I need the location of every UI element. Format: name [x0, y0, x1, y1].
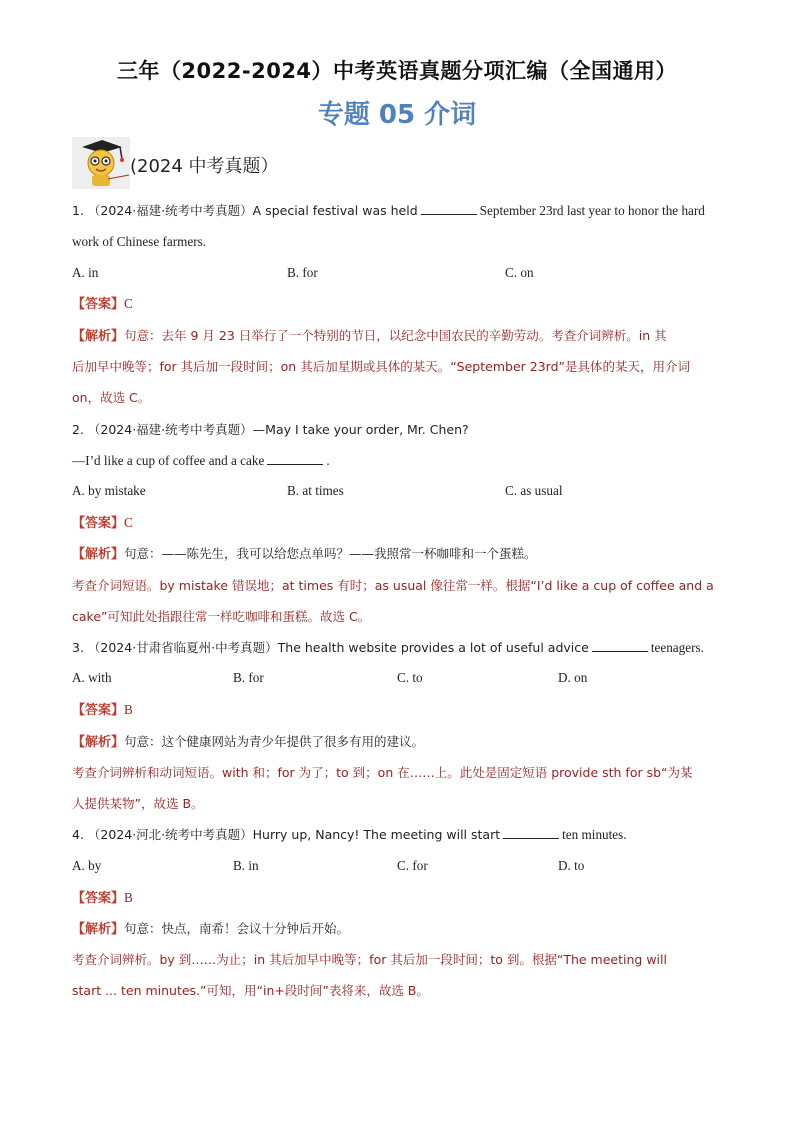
q2-option-a: A. by mistake: [72, 483, 146, 498]
q4-analysis-line-2: 考查介词辨析。by 到……为止；in 其后加早中晚等；for 其后加一段时间；to 到。根据“The meeting will: [72, 952, 667, 967]
q3-analysis-line-3: 人提供某物”，故选 B。: [72, 796, 204, 811]
q1-option-a: A. in: [72, 265, 99, 280]
q2-analysis-line-1: 【解析】句意：——陈先生，我可以给您点单吗？——我照常一杯咖啡和一个蛋糕。: [72, 546, 537, 562]
answer-blank: [592, 639, 648, 652]
q1-answer: 【答案】C: [72, 296, 133, 312]
q3-option-b: B. for: [233, 670, 264, 685]
q2-analysis-line-3: cake”可知此处指跟往常一样吃咖啡和蛋糕。故选 C。: [72, 609, 371, 624]
answer-blank: [503, 826, 559, 839]
answer-blank: [421, 202, 477, 215]
q1-option-c: C. on: [505, 265, 534, 280]
q4-answer: 【答案】B: [72, 890, 133, 906]
q4-option-c: C. for: [397, 858, 428, 873]
answer-blank: [267, 452, 323, 465]
q3-option-c: C. to: [397, 670, 423, 685]
q1-analysis-line-1: 【解析】句意：去年 9 月 23 日举行了一个特别的节日，以纪念中国农民的辛勤劳动。考查介词辨析。in 其: [72, 328, 667, 344]
q2-option-c: C. as usual: [505, 483, 563, 498]
question-1-stem: 1. （2024·福建·统考中考真题）A special festival was held September 23rd last year to honor the hard: [72, 203, 705, 218]
cartoon-scholar-icon: [72, 137, 130, 189]
q2-analysis-line-2: 考查介词短语。by mistake 错误地；at times 有时；as usual 像往常一样。根据“I’d like a cup of coffee and a: [72, 578, 714, 593]
q3-analysis-line-2: 考查介词辨析和动词短语。with 和；for 为了；to 到；on 在……上。此处是固定短语 provide sth for sb“为某: [72, 765, 693, 780]
q1-option-b: B. for: [287, 265, 318, 280]
q3-option-a: A. with: [72, 670, 112, 685]
document-title: 三年（2022-2024）中考英语真题分项汇编（全国通用）: [116, 59, 678, 83]
q1-analysis-line-2: 后加早中晚等；for 其后加一段时间；on 其后加星期或具体的某天。“September 23rd”是具体的某天，用介词: [72, 359, 690, 374]
q3-answer: 【答案】B: [72, 702, 133, 718]
q4-option-b: B. in: [233, 858, 259, 873]
section-label: (2024 中考真题）: [130, 156, 279, 177]
q3-analysis-line-1: 【解析】句意：这个健康网站为青少年提供了很多有用的建议。: [72, 734, 425, 750]
question-4-stem: 4. （2024·河北·统考中考真题）Hurry up, Nancy! The meeting will start ten minutes.: [72, 827, 627, 842]
topic-title: 专题 05 介词: [317, 100, 477, 130]
q1-analysis-line-3: on，故选 C。: [72, 390, 151, 405]
q4-option-a: A. by: [72, 858, 102, 873]
q2-answer: 【答案】C: [72, 515, 133, 531]
question-2-stem-cont: —I’d like a cup of coffee and a cake .: [72, 453, 330, 468]
question-3-stem: 3. （2024·甘肃省临夏州·中考真题）The health website provides a lot of useful advice teenagers.: [72, 640, 704, 655]
q2-option-b: B. at times: [287, 483, 344, 498]
q3-option-d: D. on: [558, 670, 588, 685]
question-1-stem-cont: work of Chinese farmers.: [72, 234, 207, 249]
q4-option-d: D. to: [558, 858, 585, 873]
q4-analysis-line-3: start ... ten minutes.”可知，用“in+段时间”表将来，故选 B。: [72, 983, 429, 998]
question-2-stem: 2. （2024·福建·统考中考真题）—May I take your order, Mr. Chen?: [72, 422, 469, 437]
q4-analysis-line-1: 【解析】句意：快点，南希！会议十分钟后开始。: [72, 921, 350, 937]
